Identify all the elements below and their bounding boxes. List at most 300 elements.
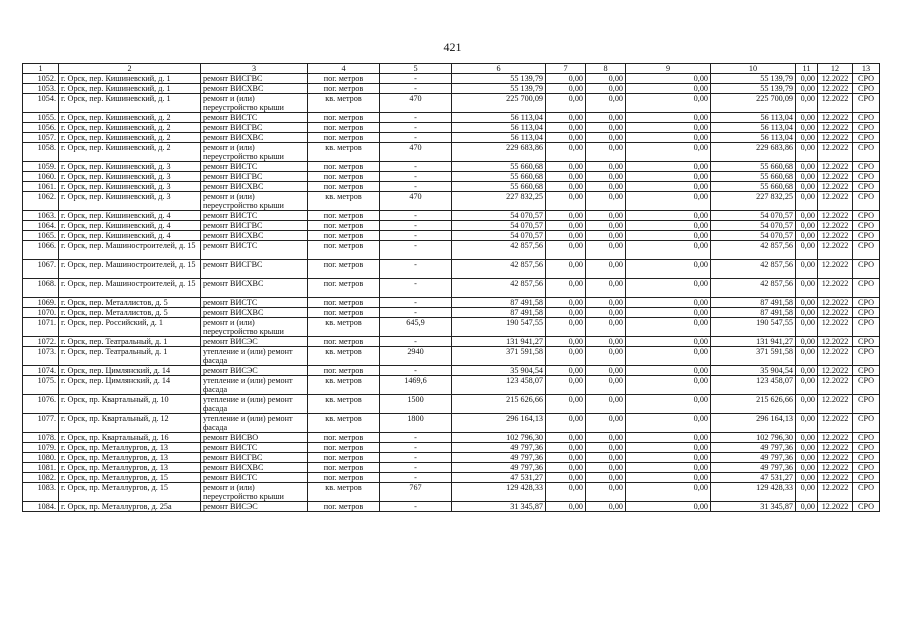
- table-row: [23, 84, 880, 94]
- unit-cost-cell: 0,00: [796, 502, 818, 512]
- total-cost-cell: 87 491,58: [452, 298, 546, 308]
- cost-other-cell: 0,00: [626, 395, 711, 414]
- row-number-cell: 1055.: [23, 113, 59, 123]
- quantity-cell: -: [380, 172, 452, 182]
- address-cell: г. Орск, пер. Кишиневский, д. 4: [59, 211, 201, 221]
- address-cell: г. Орск, пер. Кишиневский, д. 1: [59, 84, 201, 94]
- cost-owners-cell: 296 164,13: [711, 414, 796, 433]
- cost-fund-cell: 0,00: [546, 366, 586, 376]
- quantity-cell: 1469,6: [380, 376, 452, 395]
- cost-budget-cell: 0,00: [586, 74, 626, 84]
- deadline-cell: 12.2022: [818, 473, 853, 483]
- row-number-cell: 1066.: [23, 241, 59, 260]
- cost-budget-cell: 0,00: [586, 94, 626, 113]
- table-row: [23, 279, 880, 298]
- address-cell: г. Орск, пр. Металлургов, д. 13: [59, 463, 201, 473]
- cost-fund-cell: 0,00: [546, 221, 586, 231]
- table-row: [23, 308, 880, 318]
- row-number-cell: 1056.: [23, 123, 59, 133]
- unit-cell: пог. метров: [308, 433, 380, 443]
- cost-fund-cell: 0,00: [546, 376, 586, 395]
- table-row: [23, 366, 880, 376]
- table-row: [23, 231, 880, 241]
- table-row: [23, 172, 880, 182]
- table-row: [23, 414, 880, 433]
- row-number-cell: 1078.: [23, 433, 59, 443]
- cost-fund-cell: 0,00: [546, 347, 586, 366]
- unit-cell: кв. метров: [308, 376, 380, 395]
- cost-budget-cell: 0,00: [586, 414, 626, 433]
- cost-owners-cell: 49 797,36: [711, 453, 796, 463]
- cost-other-cell: 0,00: [626, 318, 711, 337]
- row-number-cell: 1062.: [23, 192, 59, 211]
- quantity-cell: 470: [380, 143, 452, 162]
- address-cell: г. Орск, пер. Кишиневский, д. 2: [59, 143, 201, 162]
- total-cost-cell: 55 139,79: [452, 74, 546, 84]
- address-cell: г. Орск, пер. Кишиневский, д. 4: [59, 231, 201, 241]
- unit-cell: пог. метров: [308, 231, 380, 241]
- quantity-cell: -: [380, 279, 452, 298]
- cost-budget-cell: 0,00: [586, 433, 626, 443]
- deadline-cell: 12.2022: [818, 376, 853, 395]
- unit-cost-cell: 0,00: [796, 192, 818, 211]
- total-cost-cell: 296 164,13: [452, 414, 546, 433]
- deadline-cell: 12.2022: [818, 337, 853, 347]
- address-cell: г. Орск, пер. Кишиневский, д. 3: [59, 172, 201, 182]
- total-cost-cell: 123 458,07: [452, 376, 546, 395]
- row-number-cell: 1075.: [23, 376, 59, 395]
- work-type-cell: ремонт ВИСЭС: [201, 366, 308, 376]
- address-cell: г. Орск, пер. Кишиневский, д. 3: [59, 162, 201, 172]
- address-cell: г. Орск, пер. Кишиневский, д. 2: [59, 113, 201, 123]
- unit-cell: кв. метров: [308, 143, 380, 162]
- method-cell: СРО: [853, 473, 880, 483]
- cost-other-cell: 0,00: [626, 366, 711, 376]
- method-cell: СРО: [853, 192, 880, 211]
- method-cell: СРО: [853, 172, 880, 182]
- row-number-cell: 1081.: [23, 463, 59, 473]
- unit-cost-cell: 0,00: [796, 162, 818, 172]
- cost-budget-cell: 0,00: [586, 123, 626, 133]
- row-number-cell: 1058.: [23, 143, 59, 162]
- unit-cost-cell: 0,00: [796, 318, 818, 337]
- unit-cell: пог. метров: [308, 162, 380, 172]
- method-cell: СРО: [853, 211, 880, 221]
- cost-fund-cell: 0,00: [546, 133, 586, 143]
- cost-other-cell: 0,00: [626, 414, 711, 433]
- cost-owners-cell: 229 683,86: [711, 143, 796, 162]
- row-number-cell: 1064.: [23, 221, 59, 231]
- table-row: [23, 94, 880, 113]
- quantity-cell: -: [380, 260, 452, 279]
- method-cell: СРО: [853, 113, 880, 123]
- row-number-cell: 1084.: [23, 502, 59, 512]
- deadline-cell: 12.2022: [818, 433, 853, 443]
- row-number-cell: 1065.: [23, 231, 59, 241]
- cost-fund-cell: 0,00: [546, 172, 586, 182]
- cost-owners-cell: 42 857,56: [711, 260, 796, 279]
- quantity-cell: -: [380, 366, 452, 376]
- work-type-cell: утепление и (или) ремонт фасада: [201, 347, 308, 366]
- address-cell: г. Орск, пр. Металлургов, д. 25а: [59, 502, 201, 512]
- method-cell: СРО: [853, 483, 880, 502]
- work-type-cell: ремонт ВИСГВС: [201, 260, 308, 279]
- cost-fund-cell: 0,00: [546, 231, 586, 241]
- unit-cell: кв. метров: [308, 94, 380, 113]
- unit-cell: пог. метров: [308, 279, 380, 298]
- address-cell: г. Орск, пер. Цимлянский, д. 14: [59, 366, 201, 376]
- total-cost-cell: 49 797,36: [452, 443, 546, 453]
- cost-budget-cell: 0,00: [586, 463, 626, 473]
- cost-budget-cell: 0,00: [586, 241, 626, 260]
- cost-other-cell: 0,00: [626, 347, 711, 366]
- unit-cost-cell: 0,00: [796, 94, 818, 113]
- cost-other-cell: 0,00: [626, 463, 711, 473]
- unit-cell: пог. метров: [308, 366, 380, 376]
- quantity-cell: 470: [380, 192, 452, 211]
- quantity-cell: -: [380, 337, 452, 347]
- total-cost-cell: 42 857,56: [452, 260, 546, 279]
- cost-owners-cell: 123 458,07: [711, 376, 796, 395]
- cost-fund-cell: 0,00: [546, 483, 586, 502]
- cost-budget-cell: 0,00: [586, 483, 626, 502]
- unit-cell: пог. метров: [308, 241, 380, 260]
- unit-cost-cell: 0,00: [796, 113, 818, 123]
- total-cost-cell: 55 660,68: [452, 172, 546, 182]
- row-number-cell: 1069.: [23, 298, 59, 308]
- cost-other-cell: 0,00: [626, 279, 711, 298]
- cost-budget-cell: 0,00: [586, 298, 626, 308]
- work-type-cell: ремонт и (или) переустройство крыши: [201, 318, 308, 337]
- quantity-cell: -: [380, 182, 452, 192]
- unit-cell: пог. метров: [308, 221, 380, 231]
- work-type-cell: ремонт ВИСГВС: [201, 453, 308, 463]
- cost-owners-cell: 55 139,79: [711, 74, 796, 84]
- cost-other-cell: 0,00: [626, 443, 711, 453]
- quantity-cell: 767: [380, 483, 452, 502]
- deadline-cell: 12.2022: [818, 162, 853, 172]
- unit-cell: пог. метров: [308, 133, 380, 143]
- quantity-cell: -: [380, 463, 452, 473]
- cost-owners-cell: 55 139,79: [711, 84, 796, 94]
- unit-cell: пог. метров: [308, 463, 380, 473]
- work-type-cell: ремонт и (или) переустройство крыши: [201, 94, 308, 113]
- cost-budget-cell: 0,00: [586, 84, 626, 94]
- row-number-cell: 1071.: [23, 318, 59, 337]
- cost-other-cell: 0,00: [626, 473, 711, 483]
- work-type-cell: ремонт ВИСГВС: [201, 172, 308, 182]
- unit-cell: пог. метров: [308, 113, 380, 123]
- row-number-cell: 1074.: [23, 366, 59, 376]
- column-number: 13: [853, 64, 880, 74]
- address-cell: г. Орск, пр. Металлургов, д. 13: [59, 443, 201, 453]
- total-cost-cell: 54 070,57: [452, 211, 546, 221]
- unit-cell: пог. метров: [308, 211, 380, 221]
- column-number: 6: [452, 64, 546, 74]
- unit-cost-cell: 0,00: [796, 366, 818, 376]
- total-cost-cell: 129 428,33: [452, 483, 546, 502]
- work-type-cell: ремонт и (или) переустройство крыши: [201, 483, 308, 502]
- total-cost-cell: 56 113,04: [452, 123, 546, 133]
- unit-cost-cell: 0,00: [796, 143, 818, 162]
- work-type-cell: ремонт ВИСХВС: [201, 279, 308, 298]
- total-cost-cell: 35 904,54: [452, 366, 546, 376]
- total-cost-cell: 87 491,58: [452, 308, 546, 318]
- cost-owners-cell: 55 660,68: [711, 162, 796, 172]
- quantity-cell: -: [380, 453, 452, 463]
- cost-fund-cell: 0,00: [546, 308, 586, 318]
- unit-cell: пог. метров: [308, 443, 380, 453]
- table-row: [23, 376, 880, 395]
- method-cell: СРО: [853, 241, 880, 260]
- column-number: 4: [308, 64, 380, 74]
- unit-cost-cell: 0,00: [796, 279, 818, 298]
- total-cost-cell: 42 857,56: [452, 241, 546, 260]
- row-number-cell: 1059.: [23, 162, 59, 172]
- address-cell: г. Орск, пер. Кишиневский, д. 1: [59, 74, 201, 84]
- quantity-cell: -: [380, 211, 452, 221]
- cost-budget-cell: 0,00: [586, 192, 626, 211]
- address-cell: г. Орск, пер. Театральный, д. 1: [59, 347, 201, 366]
- cost-fund-cell: 0,00: [546, 94, 586, 113]
- address-cell: г. Орск, пр. Металлургов, д. 15: [59, 483, 201, 502]
- address-cell: г. Орск, пер. Цимлянский, д. 14: [59, 376, 201, 395]
- column-number: 2: [59, 64, 201, 74]
- cost-owners-cell: 227 832,25: [711, 192, 796, 211]
- cost-budget-cell: 0,00: [586, 221, 626, 231]
- cost-budget-cell: 0,00: [586, 347, 626, 366]
- unit-cell: пог. метров: [308, 308, 380, 318]
- unit-cost-cell: 0,00: [796, 182, 818, 192]
- cost-fund-cell: 0,00: [546, 453, 586, 463]
- unit-cell: кв. метров: [308, 347, 380, 366]
- method-cell: СРО: [853, 221, 880, 231]
- cost-other-cell: 0,00: [626, 182, 711, 192]
- cost-fund-cell: 0,00: [546, 298, 586, 308]
- cost-owners-cell: 49 797,36: [711, 463, 796, 473]
- address-cell: г. Орск, пр. Квартальный, д. 10: [59, 395, 201, 414]
- unit-cost-cell: 0,00: [796, 395, 818, 414]
- total-cost-cell: 54 070,57: [452, 231, 546, 241]
- work-type-cell: утепление и (или) ремонт фасада: [201, 414, 308, 433]
- deadline-cell: 12.2022: [818, 453, 853, 463]
- cost-fund-cell: 0,00: [546, 463, 586, 473]
- work-type-cell: ремонт и (или) переустройство крыши: [201, 192, 308, 211]
- quantity-cell: -: [380, 298, 452, 308]
- total-cost-cell: 49 797,36: [452, 463, 546, 473]
- work-type-cell: ремонт ВИСХВС: [201, 463, 308, 473]
- cost-budget-cell: 0,00: [586, 443, 626, 453]
- total-cost-cell: 47 531,27: [452, 473, 546, 483]
- cost-owners-cell: 102 796,30: [711, 433, 796, 443]
- method-cell: СРО: [853, 395, 880, 414]
- unit-cell: кв. метров: [308, 395, 380, 414]
- address-cell: г. Орск, пер. Кишиневский, д. 3: [59, 192, 201, 211]
- total-cost-cell: 371 591,58: [452, 347, 546, 366]
- table-row: [23, 211, 880, 221]
- total-cost-cell: 102 796,30: [452, 433, 546, 443]
- column-number: 10: [711, 64, 796, 74]
- unit-cell: пог. метров: [308, 74, 380, 84]
- unit-cell: кв. метров: [308, 192, 380, 211]
- table-row: [23, 192, 880, 211]
- work-type-cell: ремонт ВИСТС: [201, 162, 308, 172]
- cost-other-cell: 0,00: [626, 162, 711, 172]
- cost-other-cell: 0,00: [626, 74, 711, 84]
- unit-cost-cell: 0,00: [796, 84, 818, 94]
- deadline-cell: 12.2022: [818, 211, 853, 221]
- unit-cost-cell: 0,00: [796, 473, 818, 483]
- row-number-cell: 1077.: [23, 414, 59, 433]
- deadline-cell: 12.2022: [818, 113, 853, 123]
- cost-owners-cell: 31 345,87: [711, 502, 796, 512]
- row-number-cell: 1063.: [23, 211, 59, 221]
- cost-owners-cell: 87 491,58: [711, 298, 796, 308]
- method-cell: СРО: [853, 463, 880, 473]
- deadline-cell: 12.2022: [818, 308, 853, 318]
- deadline-cell: 12.2022: [818, 74, 853, 84]
- table-row: [23, 260, 880, 279]
- page-number: 421: [443, 40, 462, 54]
- cost-fund-cell: 0,00: [546, 395, 586, 414]
- address-cell: г. Орск, пер. Кишиневский, д. 2: [59, 133, 201, 143]
- cost-other-cell: 0,00: [626, 308, 711, 318]
- cost-other-cell: 0,00: [626, 221, 711, 231]
- quantity-cell: -: [380, 84, 452, 94]
- cost-fund-cell: 0,00: [546, 260, 586, 279]
- total-cost-cell: 229 683,86: [452, 143, 546, 162]
- total-cost-cell: 225 700,09: [452, 94, 546, 113]
- cost-fund-cell: 0,00: [546, 502, 586, 512]
- deadline-cell: 12.2022: [818, 260, 853, 279]
- total-cost-cell: 31 345,87: [452, 502, 546, 512]
- cost-budget-cell: 0,00: [586, 113, 626, 123]
- work-type-cell: ремонт ВИСГВС: [201, 123, 308, 133]
- address-cell: г. Орск, пр. Квартальный, д. 16: [59, 433, 201, 443]
- cost-fund-cell: 0,00: [546, 241, 586, 260]
- cost-budget-cell: 0,00: [586, 473, 626, 483]
- row-number-cell: 1072.: [23, 337, 59, 347]
- deadline-cell: 12.2022: [818, 366, 853, 376]
- cost-other-cell: 0,00: [626, 483, 711, 502]
- cost-owners-cell: 49 797,36: [711, 443, 796, 453]
- total-cost-cell: 54 070,57: [452, 221, 546, 231]
- unit-cell: кв. метров: [308, 483, 380, 502]
- work-type-cell: ремонт ВИСТС: [201, 473, 308, 483]
- cost-budget-cell: 0,00: [586, 143, 626, 162]
- repair-program-table: [22, 63, 880, 512]
- cost-fund-cell: 0,00: [546, 279, 586, 298]
- cost-owners-cell: 371 591,58: [711, 347, 796, 366]
- method-cell: СРО: [853, 318, 880, 337]
- method-cell: СРО: [853, 74, 880, 84]
- table-row: [23, 113, 880, 123]
- quantity-cell: -: [380, 308, 452, 318]
- unit-cost-cell: 0,00: [796, 260, 818, 279]
- cost-fund-cell: 0,00: [546, 74, 586, 84]
- work-type-cell: ремонт ВИСГВС: [201, 74, 308, 84]
- quantity-cell: -: [380, 231, 452, 241]
- quantity-cell: -: [380, 133, 452, 143]
- unit-cost-cell: 0,00: [796, 337, 818, 347]
- column-number: 8: [586, 64, 626, 74]
- table-row: [23, 298, 880, 308]
- table-row: [23, 453, 880, 463]
- method-cell: СРО: [853, 433, 880, 443]
- unit-cost-cell: 0,00: [796, 172, 818, 182]
- work-type-cell: ремонт ВИСЭС: [201, 337, 308, 347]
- work-type-cell: ремонт ВИСЭС: [201, 502, 308, 512]
- method-cell: СРО: [853, 366, 880, 376]
- method-cell: СРО: [853, 347, 880, 366]
- table-row: [23, 182, 880, 192]
- cost-budget-cell: 0,00: [586, 376, 626, 395]
- total-cost-cell: 56 113,04: [452, 133, 546, 143]
- table-row: [23, 463, 880, 473]
- cost-owners-cell: 56 113,04: [711, 123, 796, 133]
- address-cell: г. Орск, пер. Кишиневский, д. 4: [59, 221, 201, 231]
- work-type-cell: ремонт ВИСТС: [201, 443, 308, 453]
- cost-other-cell: 0,00: [626, 241, 711, 260]
- unit-cell: пог. метров: [308, 453, 380, 463]
- total-cost-cell: 49 797,36: [452, 453, 546, 463]
- unit-cost-cell: 0,00: [796, 347, 818, 366]
- row-number-cell: 1082.: [23, 473, 59, 483]
- deadline-cell: 12.2022: [818, 231, 853, 241]
- unit-cell: пог. метров: [308, 298, 380, 308]
- quantity-cell: 645,9: [380, 318, 452, 337]
- table-row: [23, 162, 880, 172]
- deadline-cell: 12.2022: [818, 143, 853, 162]
- cost-owners-cell: 42 857,56: [711, 241, 796, 260]
- cost-owners-cell: 54 070,57: [711, 211, 796, 221]
- address-cell: г. Орск, пер. Кишиневский, д. 1: [59, 94, 201, 113]
- cost-owners-cell: 56 113,04: [711, 113, 796, 123]
- deadline-cell: 12.2022: [818, 123, 853, 133]
- address-cell: г. Орск, пр. Квартальный, д. 12: [59, 414, 201, 433]
- total-cost-cell: 55 139,79: [452, 84, 546, 94]
- unit-cost-cell: 0,00: [796, 453, 818, 463]
- cost-other-cell: 0,00: [626, 376, 711, 395]
- quantity-cell: -: [380, 443, 452, 453]
- row-number-cell: 1076.: [23, 395, 59, 414]
- cost-fund-cell: 0,00: [546, 473, 586, 483]
- table-row: [23, 473, 880, 483]
- cost-budget-cell: 0,00: [586, 260, 626, 279]
- cost-other-cell: 0,00: [626, 113, 711, 123]
- cost-budget-cell: 0,00: [586, 502, 626, 512]
- total-cost-cell: 190 547,55: [452, 318, 546, 337]
- address-cell: г. Орск, пер. Машиностроителей, д. 15: [59, 279, 201, 298]
- cost-owners-cell: 35 904,54: [711, 366, 796, 376]
- unit-cell: кв. метров: [308, 318, 380, 337]
- cost-fund-cell: 0,00: [546, 318, 586, 337]
- cost-other-cell: 0,00: [626, 172, 711, 182]
- method-cell: СРО: [853, 453, 880, 463]
- work-type-cell: утепление и (или) ремонт фасада: [201, 376, 308, 395]
- cost-budget-cell: 0,00: [586, 162, 626, 172]
- column-number-row: [23, 64, 880, 74]
- unit-cost-cell: 0,00: [796, 433, 818, 443]
- cost-budget-cell: 0,00: [586, 182, 626, 192]
- deadline-cell: 12.2022: [818, 94, 853, 113]
- unit-cost-cell: 0,00: [796, 221, 818, 231]
- method-cell: СРО: [853, 133, 880, 143]
- cost-budget-cell: 0,00: [586, 133, 626, 143]
- cost-other-cell: 0,00: [626, 133, 711, 143]
- row-number-cell: 1052.: [23, 74, 59, 84]
- column-number: 1: [23, 64, 59, 74]
